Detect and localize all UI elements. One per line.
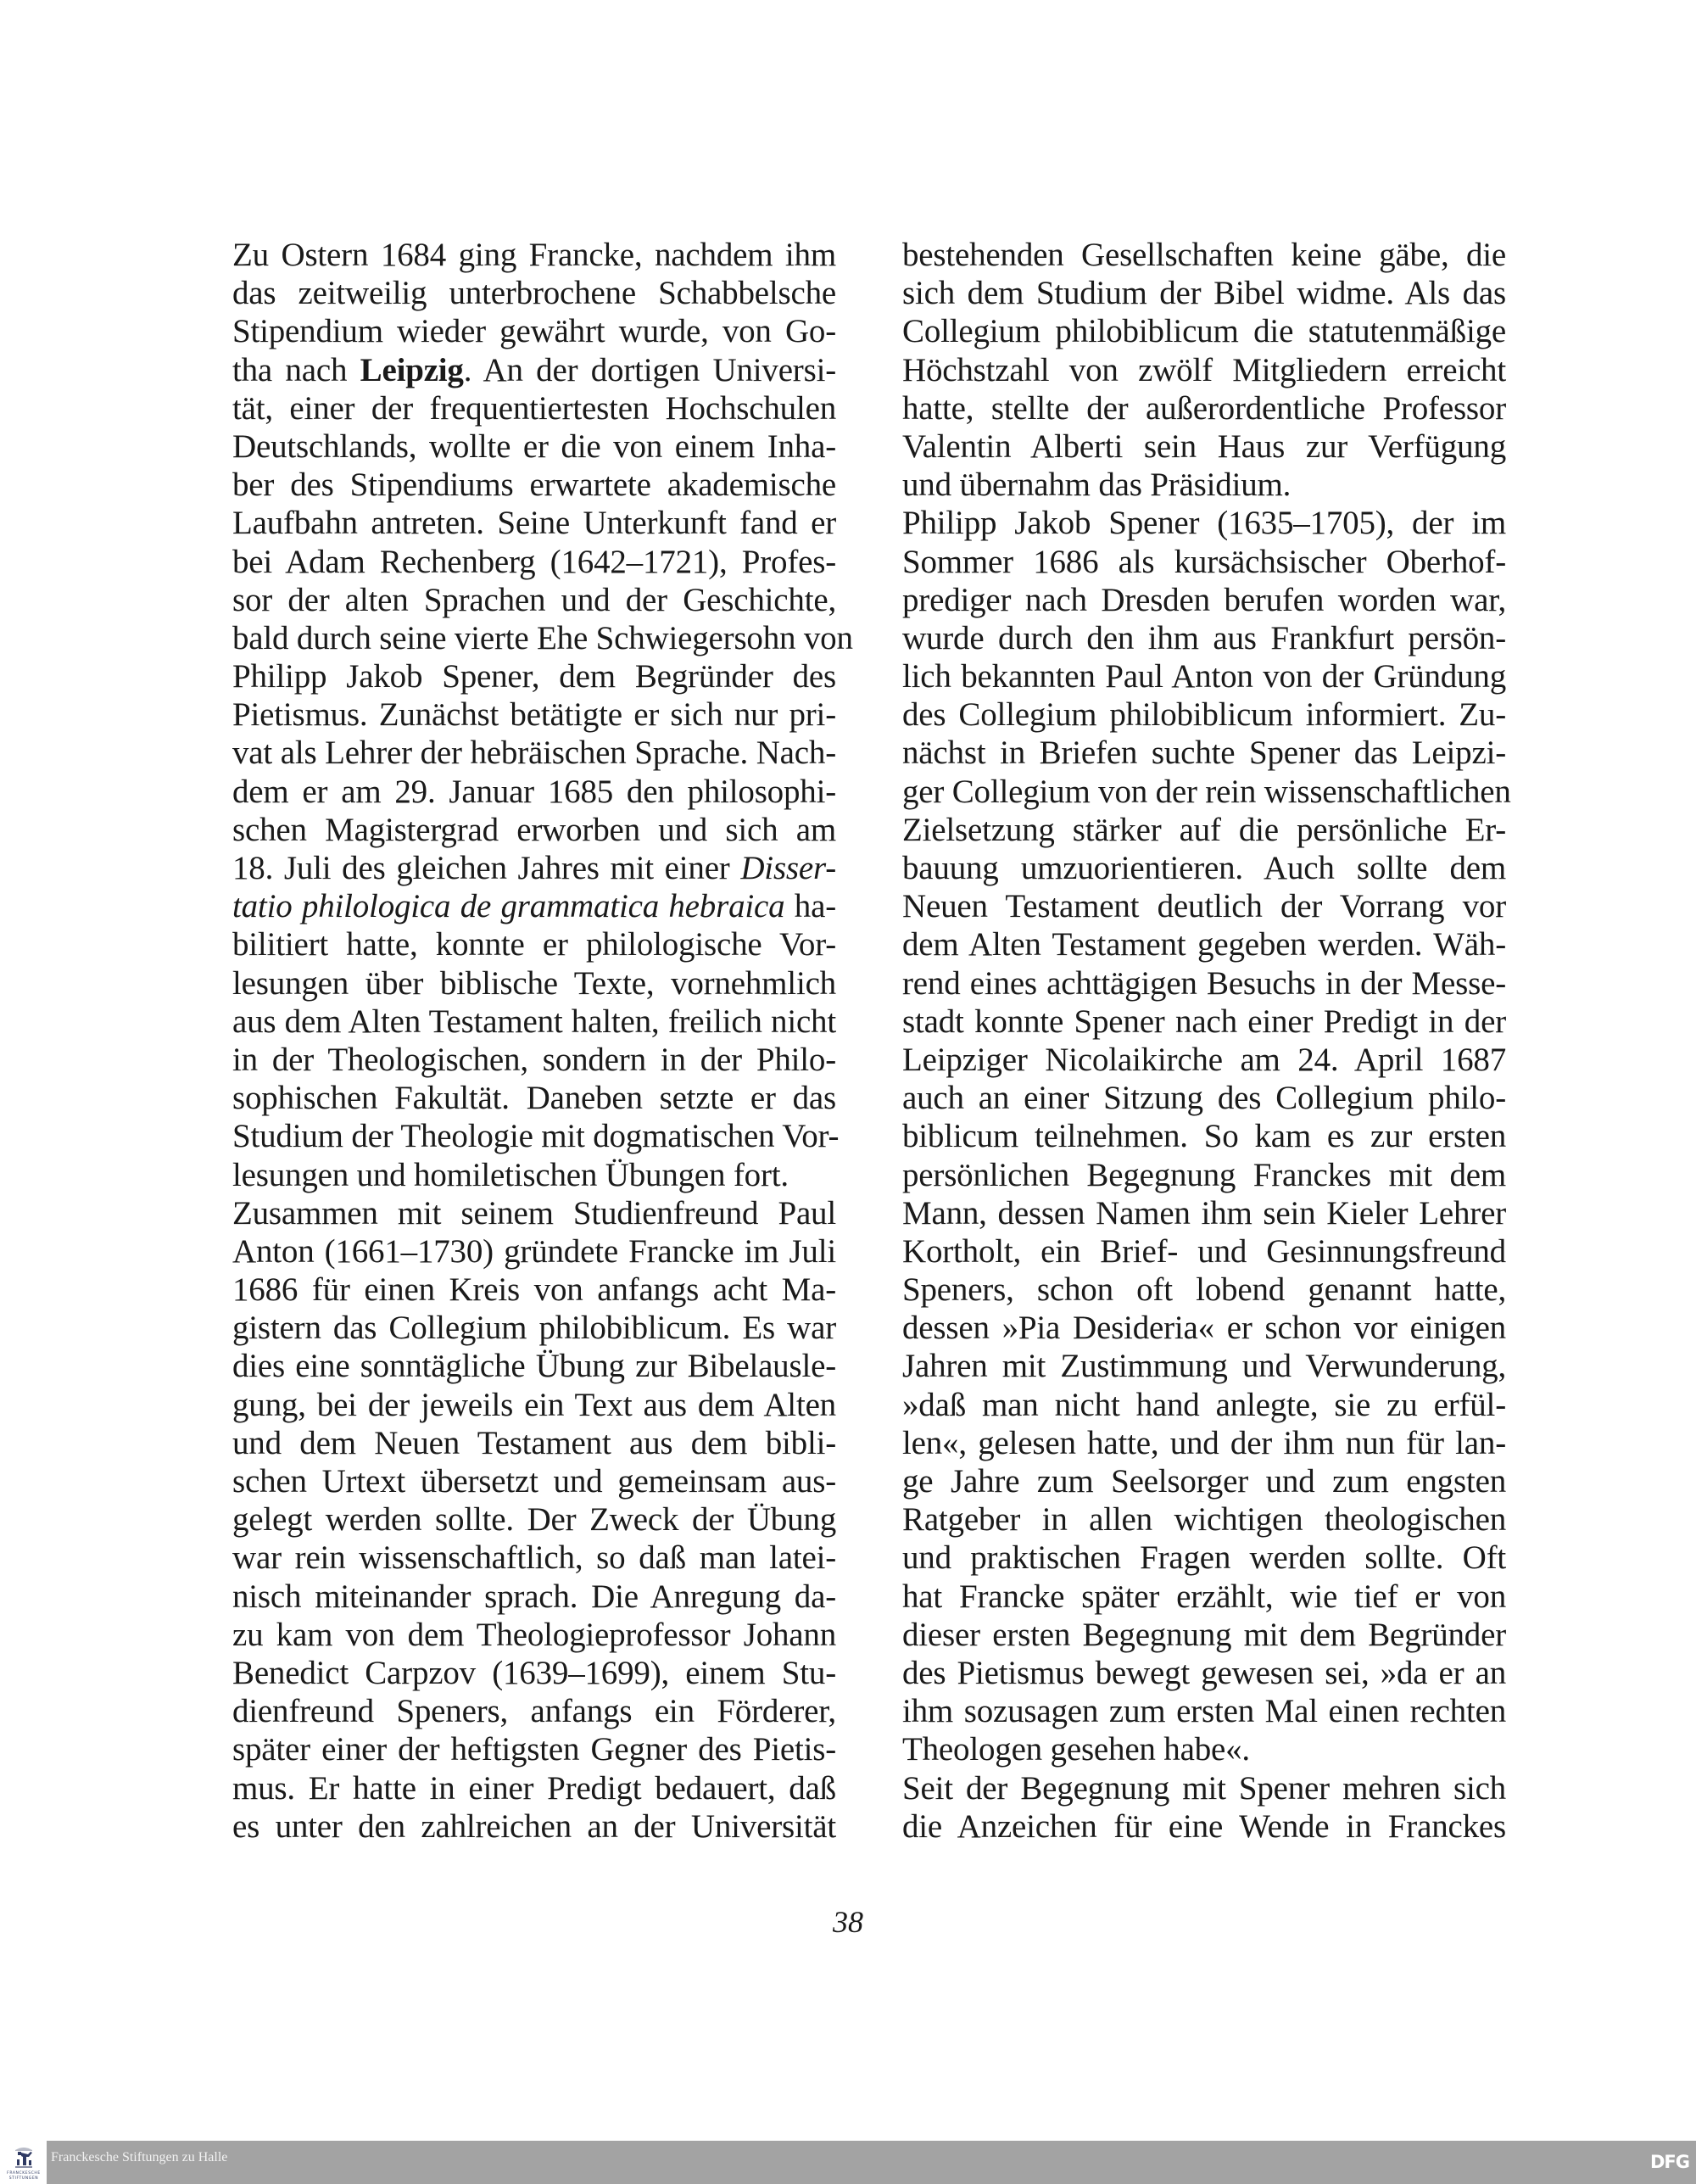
text-segment: Pietismus. Zunächst betätigte er sich nur pri-: [232, 696, 836, 734]
text-line: [232, 1271, 836, 1309]
text-line: [232, 1117, 840, 1155]
text-line: [232, 1730, 836, 1768]
text-segment: bei Adam Rechenberg (1642–1721), Profes-: [232, 543, 836, 580]
text-line: [232, 236, 836, 274]
text-line: [902, 1616, 1506, 1654]
text-line: [232, 695, 836, 734]
text-line: [902, 1232, 1506, 1271]
text-line: [902, 312, 1506, 350]
text-segment: bauung umzuorientieren. Auch sollte dem: [902, 850, 1506, 886]
text-line: [232, 427, 836, 466]
text-line: [232, 1156, 836, 1194]
text-line: [232, 543, 836, 581]
text-segment: rend eines achttägigen Besuchs in der Messe-: [902, 964, 1506, 1002]
text-segment: des Collegium philobiblicum informiert. Zu-: [902, 696, 1506, 734]
text-segment: gelegt werden sollte. Der Zweck der Übung: [232, 1501, 836, 1539]
text-line: [902, 1079, 1506, 1117]
text-line: [902, 887, 1506, 925]
text-segment: bilitiert hatte, konnte er philologische Vor-: [232, 926, 836, 964]
text-line: [232, 1424, 836, 1462]
text-segment: bestehenden Gesellschaften keine gäbe, die: [902, 237, 1506, 273]
text-line: [902, 657, 1506, 695]
foundation-building-icon: [3, 2145, 44, 2170]
text-line: [232, 887, 836, 925]
text-segment: tha nach: [232, 351, 360, 388]
text-line: [232, 504, 836, 542]
text-segment: Höchstzahl von zwölf Mitgliedern erreicht: [902, 351, 1506, 388]
text-line: [902, 274, 1506, 312]
text-line: [902, 1309, 1506, 1347]
text-segment: prediger nach Dresden berufen worden war,: [902, 581, 1506, 618]
text-segment: dessen »Pia Desideria« er schon vor einigen: [902, 1310, 1506, 1347]
text-segment: mus. Er hatte in einer Predigt bedauert, daß: [232, 1769, 836, 1807]
text-line: [902, 1041, 1506, 1079]
text-segment: hatte, stellte der außerordentliche Professor: [902, 389, 1506, 427]
text-segment: die Anzeichen für eine Wende in Franckes: [902, 1807, 1506, 1845]
text-segment: Leipziger Nicolaikirche am 24. April 1687: [902, 1041, 1506, 1078]
text-line: [902, 773, 1511, 811]
text-segment: und dem Neuen Testament aus dem bibli-: [232, 1424, 836, 1461]
text-line: [232, 1232, 836, 1271]
text-segment: Stipendium wieder gewährt wurde, von Go-: [232, 313, 836, 350]
text-line: [902, 1271, 1506, 1309]
text-line: [232, 1347, 836, 1385]
text-line: [232, 1616, 836, 1654]
text-segment: Benedict Carpzov (1639–1699), einem Stu-: [232, 1654, 836, 1691]
text-line: [902, 427, 1506, 466]
text-line: [232, 1807, 836, 1846]
text-line: [232, 734, 836, 772]
text-line: [902, 1500, 1506, 1539]
text-line: [232, 657, 836, 695]
text-segment: vat als Lehrer der hebräischen Sprache. Nach-: [232, 735, 836, 772]
bold-place-name: Leipzig: [360, 351, 464, 388]
text-segment: lich bekannten Paul Anton von der Gründung: [902, 658, 1506, 695]
right-text-column: [902, 236, 1511, 1846]
text-segment: tät, einer der frequentiertesten Hochschulen: [232, 389, 836, 427]
text-segment: 18. Juli des gleichen Jahres mit einer: [232, 850, 741, 886]
text-line: [232, 581, 836, 619]
text-line: [232, 466, 836, 504]
text-segment: sor der alten Sprachen und der Geschichte,: [232, 581, 836, 618]
text-segment: des Pietismus bewegt gewesen sei, »da er an: [902, 1654, 1506, 1691]
text-segment: schen Urtext übersetzt und gemeinsam aus-: [232, 1463, 836, 1500]
text-line: [902, 1424, 1506, 1462]
text-segment: Laufbahn antreten. Seine Unterkunft fand er: [232, 505, 836, 542]
text-segment: sich dem Studium der Bibel widme. Als das: [902, 275, 1506, 312]
text-line: [902, 1462, 1506, 1500]
text-line: [902, 1117, 1506, 1155]
text-line: [902, 734, 1506, 772]
text-line: [232, 312, 836, 350]
text-line: [232, 773, 836, 811]
text-segment: Mann, dessen Namen ihm sein Kieler Lehrer: [902, 1194, 1506, 1232]
text-line: [902, 849, 1506, 887]
text-segment: Zusammen mit seinem Studienfreund Paul: [232, 1194, 836, 1232]
text-line: [232, 1194, 836, 1232]
text-line: [902, 1692, 1506, 1730]
text-segment: »daß man nicht hand anlegte, sie zu erfül-: [902, 1386, 1506, 1423]
text-segment: schen Magistergrad erworben und sich am: [232, 811, 836, 848]
text-segment: war rein wissenschaftlich, so daß man latei-: [232, 1539, 836, 1577]
text-segment: ger Collegium von der rein wissenschaftlichen: [902, 773, 1511, 810]
text-segment: Deutschlands, wollte er die von einem Inha-: [232, 427, 836, 465]
text-line: [902, 1386, 1506, 1424]
text-segment: Zu Ostern 1684 ging Francke, nachdem ihm: [232, 237, 836, 273]
text-line: [902, 695, 1506, 734]
institution-name[interactable]: Franckesche Stiftungen zu Halle: [51, 2150, 228, 2164]
text-segment: es unter den zahlreichen an der Universität: [232, 1807, 836, 1845]
text-segment: und praktischen Fragen werden sollte. Oft: [902, 1539, 1506, 1577]
text-line: [902, 1347, 1506, 1385]
text-line: [232, 1041, 836, 1079]
text-segment: nächst in Briefen suchte Spener das Leipzi-: [902, 735, 1506, 772]
logo-text-line1: FRANCKESCHE: [7, 2171, 41, 2176]
text-line: [232, 1386, 836, 1424]
text-line: [232, 849, 836, 887]
franckesche-stiftungen-logo-icon[interactable]: [3, 2145, 44, 2182]
text-line: [232, 1003, 836, 1041]
text-line: [232, 1578, 836, 1616]
italic-title: tatio philologica de grammatica hebraica: [232, 888, 785, 925]
text-segment: das zeitweilig unterbrochene Schabbelsche: [232, 275, 836, 312]
text-line: [902, 389, 1506, 427]
text-segment: hat Francke später erzählt, wie tief er von: [902, 1578, 1506, 1615]
text-segment: len«, gelesen hatte, und der ihm nun für lan-: [902, 1424, 1506, 1461]
text-segment: Valentin Alberti sein Haus zur Verfügung: [902, 427, 1506, 465]
text-segment: ha-: [784, 888, 837, 925]
text-segment: Sommer 1686 als kursächsischer Oberhof-: [902, 543, 1506, 580]
text-line: [902, 619, 1506, 657]
text-segment: und übernahm das Präsidium.: [902, 466, 1292, 504]
text-line: [902, 1156, 1506, 1194]
text-segment: Theologen gesehen habe«.: [902, 1731, 1250, 1768]
text-segment: gung, bei der jeweils ein Text aus dem Alten: [232, 1386, 836, 1423]
text-line: [232, 1079, 836, 1117]
text-line: [232, 1539, 836, 1577]
text-segment: Speners, schon oft lobend genannt hatte,: [902, 1271, 1506, 1309]
text-segment: wurde durch den ihm aus Frankfurt persön-: [902, 619, 1506, 656]
text-segment: dem er am 29. Januar 1685 den philosophi-: [232, 773, 836, 810]
footer-bar: [47, 2141, 1696, 2184]
text-segment: dies eine sonntägliche Übung zur Bibelausle-: [232, 1348, 836, 1385]
text-segment: in der Theologischen, sondern in der Philo-: [232, 1041, 836, 1078]
text-segment: später einer der heftigsten Gegner des Pietis-: [232, 1731, 836, 1768]
left-text-column: [232, 236, 853, 1846]
text-line: [902, 581, 1506, 619]
text-segment: zu kam von dem Theologieprofessor Johann: [232, 1616, 836, 1653]
text-line: [902, 1578, 1506, 1616]
text-segment: bald durch seine vierte Ehe Schwiegersohn von: [232, 619, 853, 656]
dfg-logo-icon[interactable]: DFG: [1649, 2152, 1689, 2172]
text-segment: aus dem Alten Testament halten, freilich nicht: [232, 1003, 836, 1040]
text-segment: . An der dortigen Universi-: [463, 351, 836, 388]
text-line: [902, 1654, 1506, 1692]
text-segment: Studium der Theologie mit dogmatischen Vor-: [232, 1118, 840, 1155]
text-line: [902, 1194, 1506, 1232]
text-line: [232, 1769, 836, 1807]
italic-title: Disser-: [740, 850, 836, 886]
text-segment: Neuen Testament deutlich der Vorrang vor: [902, 888, 1506, 925]
text-segment: sophischen Fakultät. Daneben setzte er das: [232, 1080, 836, 1117]
text-segment: Kortholt, ein Brief- und Gesinnungsfreund: [902, 1232, 1506, 1270]
text-line: [902, 504, 1506, 542]
text-segment: ihm sozusagen zum ersten Mal einen rechten: [902, 1693, 1506, 1730]
text-line: [232, 1462, 836, 1500]
text-segment: Seit der Begegnung mit Spener mehren sich: [902, 1769, 1506, 1807]
text-segment: ge Jahre zum Seelsorger und zum engsten: [902, 1463, 1506, 1500]
text-line: [902, 1807, 1506, 1846]
text-segment: lesungen über biblische Texte, vornehmlich: [232, 964, 836, 1002]
text-segment: stadt konnte Spener nach einer Predigt in der: [902, 1003, 1506, 1040]
text-segment: persönlichen Begegnung Franckes mit dem: [902, 1156, 1506, 1193]
text-segment: Collegium philobiblicum die statutenmäßige: [902, 313, 1506, 350]
text-segment: auch an einer Sitzung des Collegium philo-: [902, 1080, 1506, 1117]
text-line: [232, 1309, 836, 1347]
text-line: [902, 1003, 1506, 1041]
text-segment: ber des Stipendiums erwartete akademische: [232, 466, 836, 504]
text-line: [232, 811, 836, 849]
text-line: [232, 619, 853, 657]
text-line: [902, 1769, 1506, 1807]
page-number: 38: [833, 1905, 863, 1939]
text-segment: nisch miteinander sprach. Die Anregung da-: [232, 1578, 836, 1615]
text-segment: dieser ersten Begegnung mit dem Begründer: [902, 1616, 1506, 1653]
text-line: [902, 236, 1506, 274]
text-line: [902, 1539, 1506, 1577]
text-line: [902, 466, 1506, 504]
text-segment: Ratgeber in allen wichtigen theologischen: [902, 1501, 1506, 1539]
text-segment: Philipp Jakob Spener, dem Begründer des: [232, 658, 836, 695]
text-segment: 1686 für einen Kreis von anfangs acht Ma-: [232, 1271, 836, 1309]
text-segment: gistern das Collegium philobiblicum. Es war: [232, 1310, 836, 1347]
text-line: [232, 389, 836, 427]
text-segment: dienfreund Speners, anfangs ein Förderer,: [232, 1693, 836, 1730]
text-line: [232, 1654, 836, 1692]
text-line: [232, 964, 836, 1003]
text-line: [232, 925, 836, 964]
viewer-footer: [0, 2133, 1696, 2184]
text-line: [902, 925, 1506, 964]
text-segment: biblicum teilnehmen. So kam es zur ersten: [902, 1118, 1506, 1155]
text-line: [902, 543, 1506, 581]
text-segment: Zielsetzung stärker auf die persönliche Er-: [902, 811, 1506, 848]
text-line: [232, 1500, 836, 1539]
text-segment: dem Alten Testament gegeben werden. Wäh-: [902, 926, 1506, 964]
text-segment: Philipp Jakob Spener (1635–1705), der im: [902, 505, 1506, 542]
text-segment: lesungen und homiletischen Übungen fort.: [232, 1156, 789, 1193]
text-segment: Jahren mit Zustimmung und Verwunderung,: [902, 1348, 1506, 1385]
text-line: [232, 1692, 836, 1730]
text-line: [232, 351, 836, 389]
text-segment: Anton (1661–1730) gründete Francke im Juli: [232, 1232, 836, 1270]
text-line: [902, 351, 1506, 389]
text-line: [902, 1730, 1506, 1768]
text-line: [232, 274, 836, 312]
text-line: [902, 811, 1506, 849]
logo-text-line2: STIFTUNGEN: [8, 2176, 39, 2181]
text-line: [902, 964, 1506, 1003]
